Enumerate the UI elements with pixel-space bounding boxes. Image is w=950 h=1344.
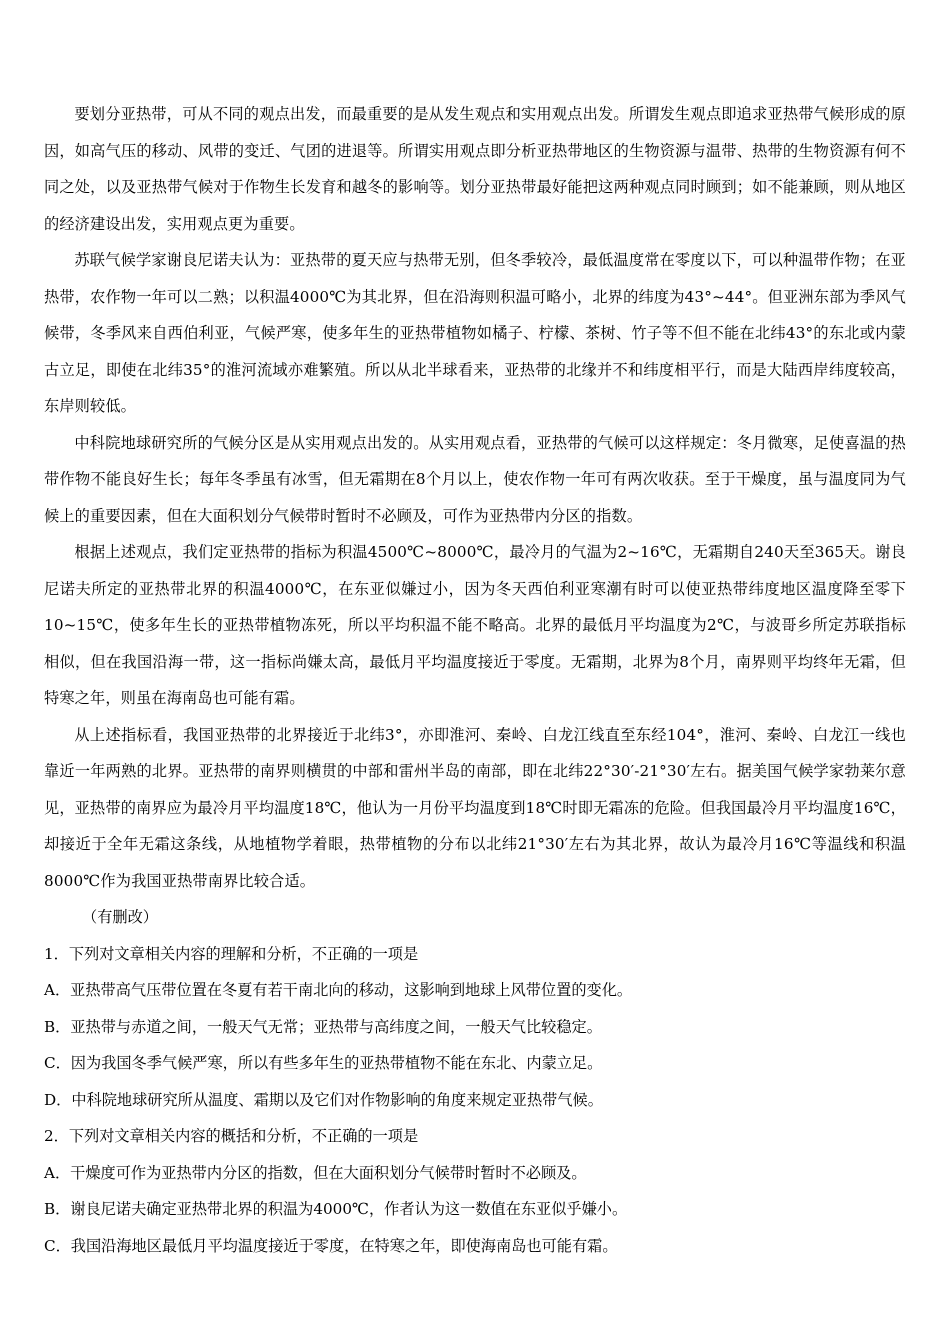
question-2 (44, 1118, 906, 1264)
article-paragraph-2: 苏联气候学家谢良尼诺夫认为：亚热带的夏天应与热带无别，但冬季较冷，最低温度常在零度以下，可以种温带作物；在亚热带，农作物一年可以二熟；以积温4000℃为其北界，但在沿海则积温可略小，北界的纬度为43°~44°。但亚洲东部为季风气候带，冬季风来自西伯利亚，气候严寒，使多年生的亚热带植物如橘子、柠檬、茶树、竹子等不但不能在北纬43°的东北或内蒙古立足，即使在北纬35°的淮河流域亦难繁殖。所以从北半球看来，亚热带的北缘并不和纬度相平行，而是大陆西岸纬度较高，东岸则较低。 (44, 251, 906, 415)
edit-note: （有删改） (82, 908, 158, 926)
document-body (44, 96, 906, 1264)
question-stem: 2．下列对文章相关内容的概括和分析，不正确的一项是 (44, 1127, 419, 1145)
question-stem: 1．下列对文章相关内容的理解和分析，不正确的一项是 (44, 944, 419, 963)
option-b: B．谢良尼诺夫确定亚热带北界的积温为4000℃，作者认为这一数值在东亚似乎嫌小。 (44, 1200, 628, 1218)
option-c: C．我国沿海地区最低月平均温度接近于零度，在特寒之年，即使海南岛也可能有霜。 (44, 1236, 618, 1255)
question-1 (44, 936, 906, 1119)
option-d: D．中科院地球研究所从温度、霜期以及它们对作物影响的角度来规定亚热带气候。 (44, 1090, 603, 1109)
article-paragraph-1: 要划分亚热带，可从不同的观点出发，而最重要的是从发生观点和实用观点出发。所谓发生观点即追求亚热带气候形成的原因，如高气压的移动、风带的变迁、气团的进退等。所谓实用观点即分析亚热带地区的生物资源与温带、热带的生物资源有何不同之处，以及亚热带气候对于作物生长发育和越冬的影响等。划分亚热带最好能把这两种观点同时顾到；如不能兼顾，则从地区的经济建设出发，实用观点更为重要。 (44, 105, 906, 233)
article-paragraph-4: 根据上述观点，我们定亚热带的指标为积温4500℃~8000℃，最冷月的气温为2~16℃，无霜期自240天至365天。谢良尼诺夫所定的亚热带北界的积温4000℃，在东亚似嫌过小，因为冬天西伯利亚寒潮有时可以使亚热带纬度地区温度降至零下10~15℃，使多年生长的亚热带植物冻死，所以平均积温不能不略高。北界的最低月平均温度为2℃，与波哥乡所定苏联指标相似，但在我国沿海一带，这一指标尚嫌太高，最低月平均温度接近于零度。无霜期，北界为8个月，南界则平均终年无霜，但特寒之年，则虽在海南岛也可能有霜。 (44, 543, 906, 707)
option-a: A．亚热带高气压带位置在冬夏有若干南北向的移动，这影响到地球上风带位置的变化。 (44, 981, 633, 999)
article-paragraph-5: 从上述指标看，我国亚热带的北界接近于北纬3°，亦即淮河、秦岭、白龙江线直至东经104°，淮河、秦岭、白龙江一线也靠近一年两熟的北界。亚热带的南界则横贯的中部和雷州半岛的南部，即在北纬22°30′-21°30′左右。据美国气候学家勃莱尔意见，亚热带的南界应为最冷月平均温度18℃，他认为一月份平均温度到18℃时即无霜冻的危险。但我国最冷月平均温度16℃，却接近于全年无霜这条线，从地植物学着眼，热带植物的分布以北纬21°30′左右为其北界，故认为最冷月16℃等温线和积温8000℃作为我国亚热带南界比较合适。 (44, 725, 906, 890)
option-c: C．因为我国冬季气候严寒，所以有些多年生的亚热带植物不能在东北、内蒙立足。 (44, 1054, 603, 1072)
option-b: B．亚热带与赤道之间，一般天气无常；亚热带与高纬度之间，一般天气比较稳定。 (44, 1017, 602, 1036)
article-paragraph-3: 中科院地球研究所的气候分区是从实用观点出发的。从实用观点看，亚热带的气候可以这样规定：冬月微寒，足使喜温的热带作物不能良好生长；每年冬季虽有冰雪，但无霜期在8个月以上，使农作物一年可有两次收获。至于干燥度，虽与温度同为气候上的重要因素，但在大面积划分气候带时暂时不必顾及，可作为亚热带内分区的指数。 (44, 433, 906, 525)
option-a: A．干燥度可作为亚热带内分区的指数，但在大面积划分气候带时暂时不必顾及。 (44, 1163, 587, 1182)
